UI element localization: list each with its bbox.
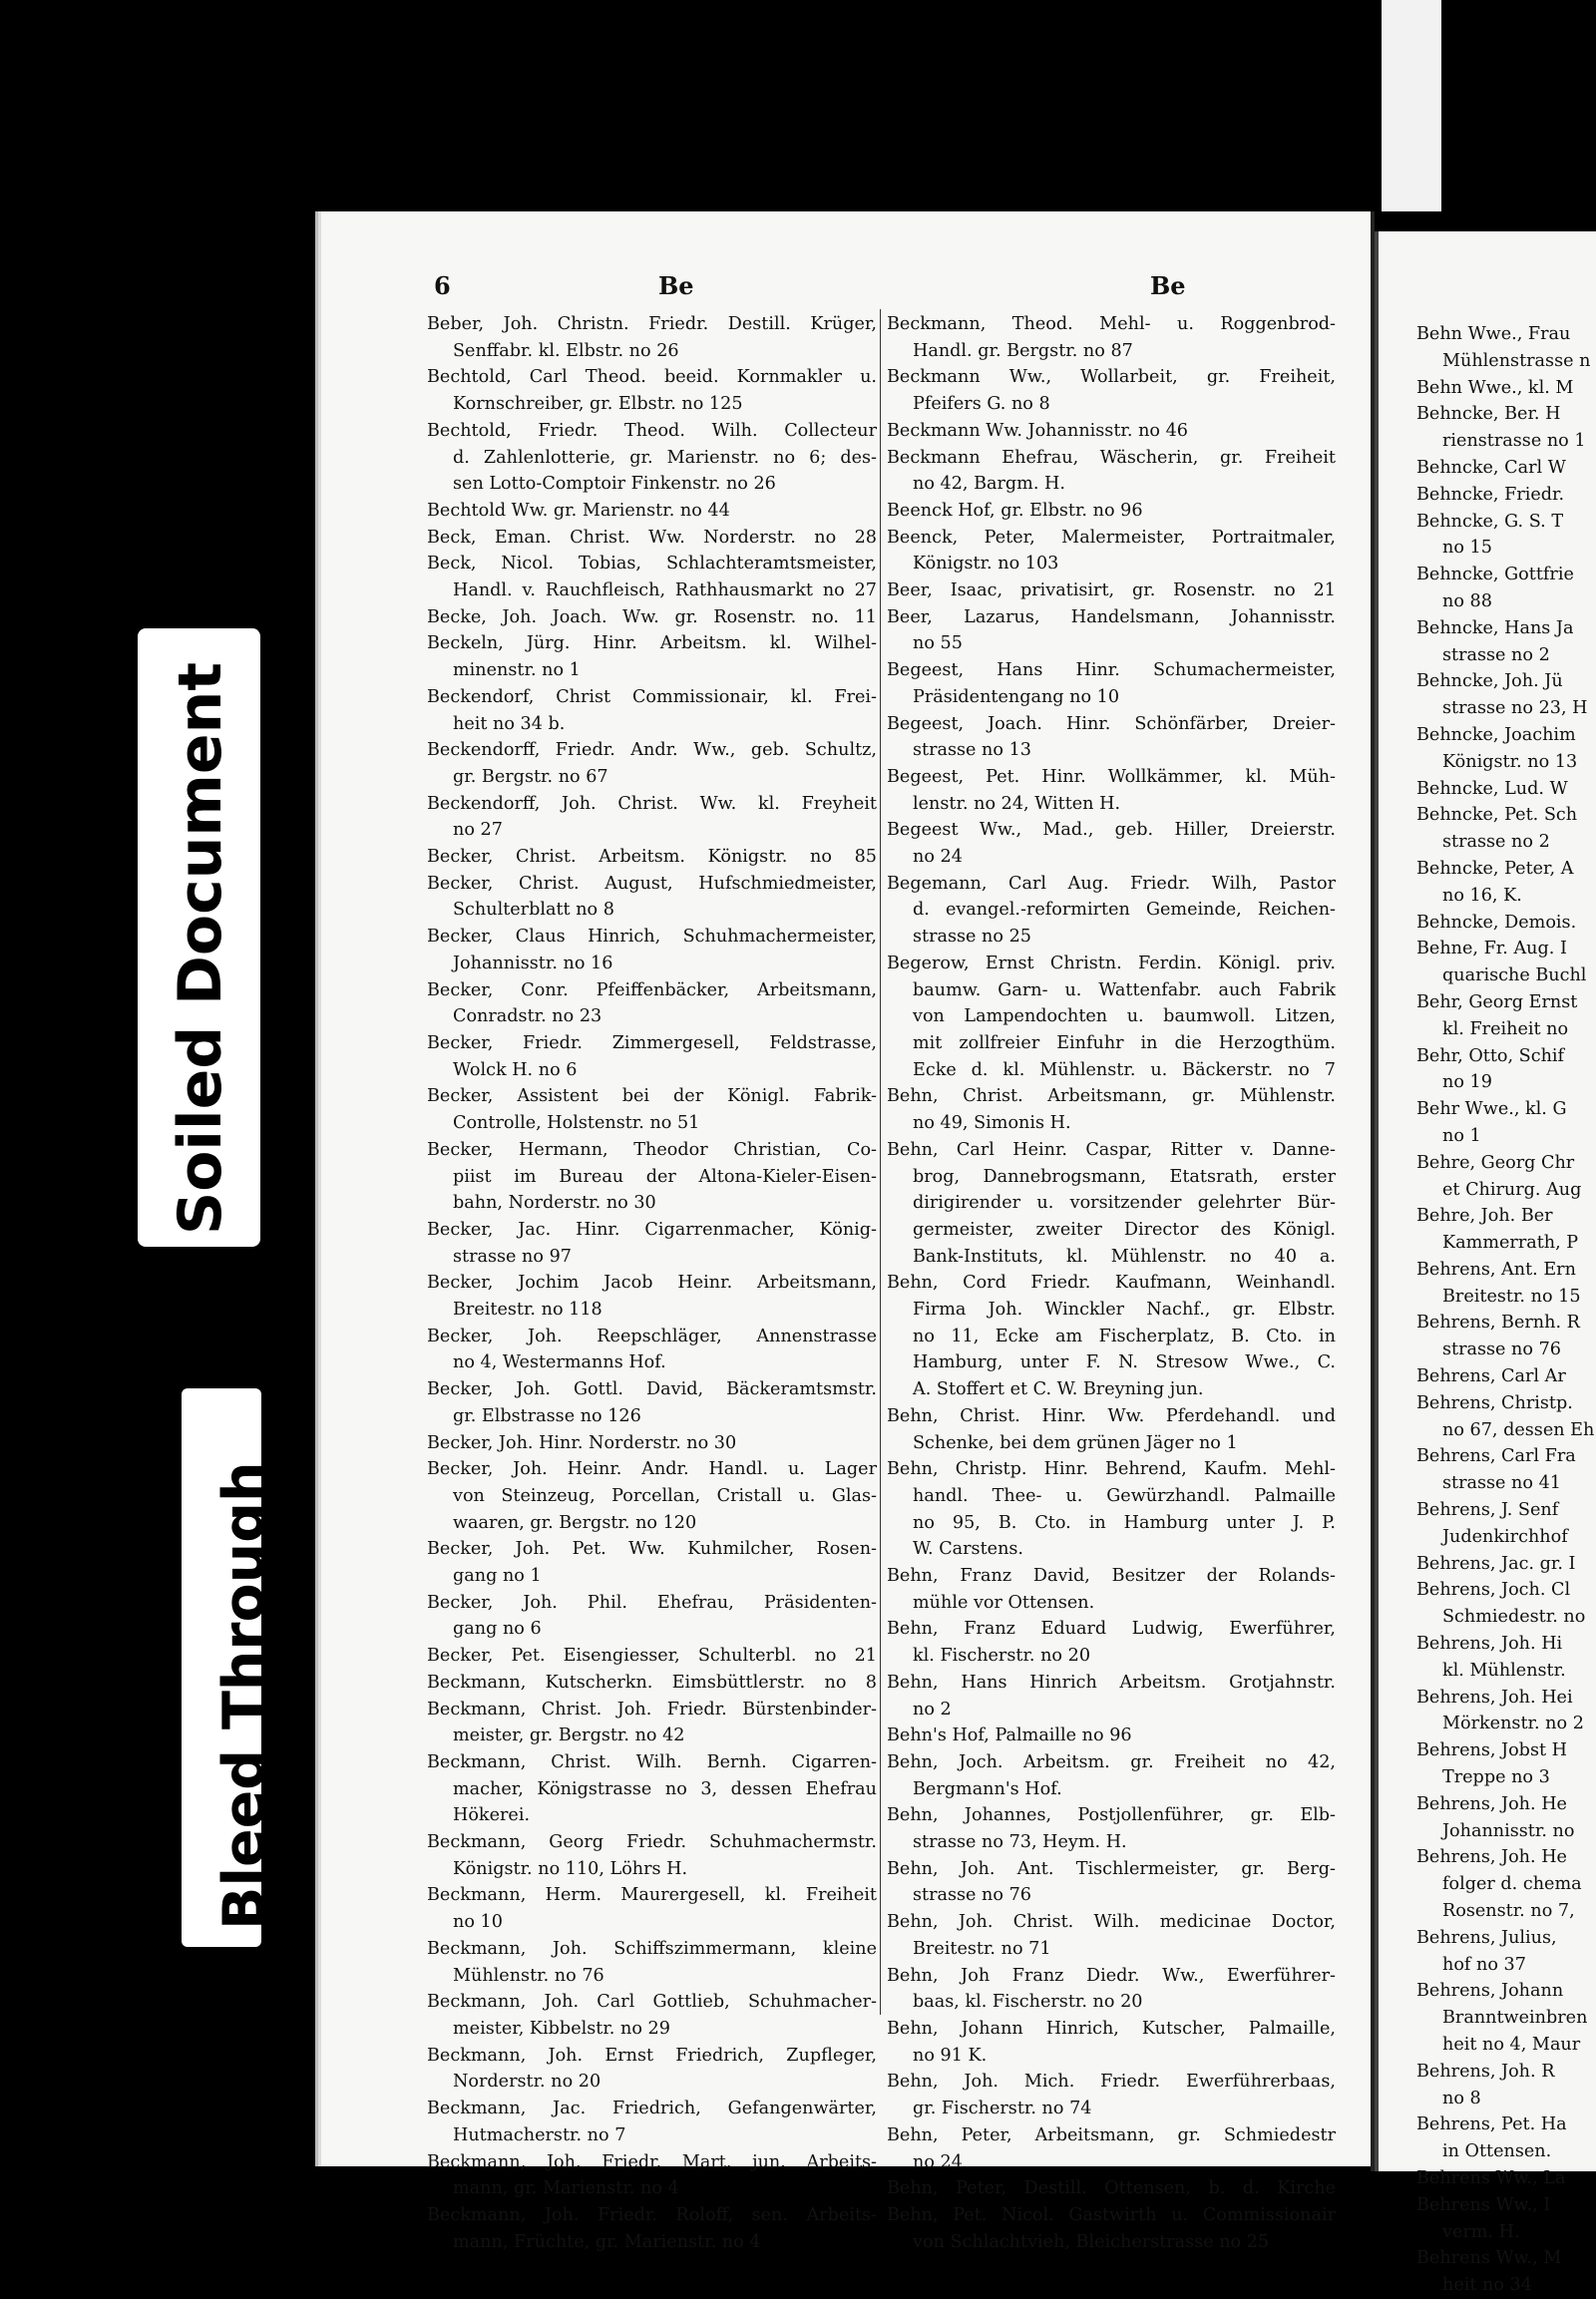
directory-line: Beckmann, Kutscherkn. Eimsbüttlerstr. no 8 <box>427 1672 877 1693</box>
directory-line: Beer, Isaac, privatisirt, gr. Rosenstr. no 21 <box>887 580 1336 601</box>
directory-line: Königstr. no 103 <box>913 554 1059 575</box>
directory-line: gr. Elbstrasse no 126 <box>453 1405 641 1426</box>
directory-line: Becker, Joh. Heinr. Andr. Handl. u. Lager <box>427 1459 877 1480</box>
directory-line: Behrens, Joh. He <box>1416 1847 1567 1868</box>
directory-line: no 91 K. <box>913 2045 988 2066</box>
directory-line: mann, gr. Marienstr. no 4 <box>453 2178 679 2199</box>
directory-line: Beckmann, Georg Friedr. Schuhmachermstr. <box>427 1832 877 1853</box>
directory-line: Königstr. no 110, Löhrs H. <box>453 1858 688 1879</box>
directory-line: no 15 <box>1442 538 1492 559</box>
directory-line: gr. Bergstr. no 67 <box>453 766 608 787</box>
directory-line: Behrens, Christp. <box>1416 1392 1573 1413</box>
directory-line: Hutmacherstr. no 7 <box>453 2124 626 2145</box>
directory-line: Hökerei. <box>453 1805 531 1826</box>
running-header-right: Be <box>1150 271 1186 300</box>
directory-line: bahn, Norderstr. no 30 <box>453 1193 656 1214</box>
directory-line: waaren, gr. Bergstr. no 120 <box>453 1512 697 1533</box>
directory-line: lenstr. no 24, Witten H. <box>913 793 1121 814</box>
directory-line: von Schlachtvieh, Bleicherstrasse no 25 <box>913 2231 1270 2252</box>
directory-line: Pfeifers G. no 8 <box>913 394 1050 415</box>
directory-line: no 24 <box>913 847 963 868</box>
directory-line: Becker, Conr. Pfeiffenbäcker, Arbeitsmann, <box>427 979 877 1000</box>
directory-line: heit no 34 b. <box>453 713 566 734</box>
directory-line: Bergmann's Hof. <box>913 1778 1062 1799</box>
directory-line: no 4, Westermanns Hof. <box>453 1352 666 1373</box>
entries-column-left <box>427 311 877 2255</box>
directory-line: Firma Joh. Winckler Nachf., gr. Elbstr. <box>913 1300 1336 1321</box>
directory-line: Beckmann, Theod. Mehl- u. Roggenbrod- <box>887 314 1336 334</box>
directory-line: von Lampendochten u. baumwoll. Litzen, <box>913 1006 1336 1027</box>
directory-line: baas, kl. Fischerstr. no 20 <box>913 1992 1143 2013</box>
directory-line: Behn, Christ. Arbeitsmann, gr. Mühlenstr. <box>887 1086 1336 1107</box>
directory-line: Bechtold, Carl Theod. beeid. Kornmakler u. <box>427 367 877 388</box>
directory-line: Behn, Hans Hinrich Arbeitsm. Grotjahnstr. <box>887 1672 1336 1693</box>
directory-line: Handl. gr. Bergstr. no 87 <box>913 340 1133 361</box>
directory-line: no 67, dessen Eh <box>1442 1419 1595 1440</box>
directory-line: Behncke, Lud. W <box>1416 778 1568 799</box>
adjacent-page-edge <box>1382 0 1441 211</box>
directory-line: Beckendorff, Friedr. Andr. Ww., geb. Schultz, <box>427 740 877 761</box>
directory-line: no 8 <box>1442 2088 1481 2108</box>
directory-line: Behn, Joch. Arbeitsm. gr. Freiheit no 42, <box>887 1751 1336 1772</box>
directory-line: Behncke, Ber. H <box>1416 404 1561 425</box>
directory-line: Mühlenstr. no 76 <box>453 1965 604 1986</box>
directory-line: Kornschreiber, gr. Elbstr. no 125 <box>453 394 743 415</box>
page-number: 6 <box>434 271 451 300</box>
directory-line: Johannisstr. no <box>1442 1820 1575 1841</box>
directory-line: Beckendorf, Christ Commissionair, kl. Frei- <box>427 686 877 707</box>
directory-line: no 88 <box>1442 590 1492 611</box>
directory-line: Beckmann Ww. Johannisstr. no 46 <box>887 420 1188 441</box>
directory-line: von Steinzeug, Porcellan, Cristall u. Glas- <box>453 1485 877 1506</box>
directory-line: Behrens, Joh. Hei <box>1416 1687 1573 1708</box>
directory-line: strasse no 76 <box>1442 1340 1561 1360</box>
directory-line: Schulterblatt no 8 <box>453 900 614 921</box>
directory-line: A. Stoffert et C. W. Breyning jun. <box>913 1379 1204 1400</box>
soiled-document-label: Soiled Document <box>166 661 235 1235</box>
directory-line: folger d. chema <box>1442 1874 1582 1895</box>
directory-line: Behrens, J. Senf <box>1416 1500 1559 1521</box>
directory-line: Behncke, G. S. T <box>1416 511 1564 532</box>
directory-line: Breitestr. no 118 <box>453 1300 602 1321</box>
directory-line: Hamburg, unter F. N. Stresow Wwe., C. <box>913 1352 1336 1373</box>
running-header-left: Be <box>658 271 694 300</box>
directory-line: strasse no 76 <box>913 1885 1031 1906</box>
directory-line: Becker, Joh. Reepschläger, Annenstrasse <box>427 1326 877 1346</box>
directory-line: heit no 34 <box>1442 2275 1532 2296</box>
directory-line: Becker, Christ. August, Hufschmiedmeister, <box>427 873 877 894</box>
directory-line: Beckmann, Joh. Friedr. Mart. jun. Arbeits- <box>427 2151 877 2172</box>
directory-line: Becker, Joh. Pet. Ww. Kuhmilcher, Rosen- <box>427 1539 877 1560</box>
entries-column-right <box>887 311 1336 2255</box>
directory-line: Becker, Hermann, Theodor Christian, Co- <box>427 1139 877 1160</box>
directory-line: Behn, Peter, Destill. Ottensen, b. d. Kirche <box>887 2178 1336 2199</box>
directory-line: Behrens, Ant. Ern <box>1416 1259 1576 1280</box>
directory-line: Beckmann, Herm. Maurergesell, kl. Freiheit <box>427 1885 877 1906</box>
directory-line: Bechtold Ww. gr. Marienstr. no 44 <box>427 500 730 521</box>
directory-line: no 2 <box>913 1699 952 1720</box>
directory-line: strasse no 2 <box>1442 644 1550 665</box>
directory-line: strasse no 23, H <box>1442 698 1588 719</box>
directory-line: Behrens Ww., I <box>1416 2194 1551 2215</box>
bleed-through-label: Bleed Through <box>211 1461 277 1930</box>
directory-line: Becke, Joh. Joach. Ww. gr. Rosenstr. no. 11 <box>427 606 877 627</box>
directory-line: Becker, Claus Hinrich, Schuhmachermeister, <box>427 927 877 948</box>
directory-line: Breitestr. no 71 <box>913 1938 1051 1959</box>
directory-line: Ecke d. kl. Mühlenstr. u. Bäckerstr. no 7 <box>913 1059 1336 1080</box>
directory-line: Beck, Eman. Christ. Ww. Norderstr. no 28 <box>427 527 877 548</box>
directory-line: Behn Wwe., Frau <box>1416 324 1571 344</box>
directory-line: Beck, Nicol. Tobias, Schlachteramtsmeister, <box>427 554 877 575</box>
directory-line: kl. Freiheit no <box>1442 1018 1569 1039</box>
directory-line: Behn, Franz Eduard Ludwig, Ewerführer, <box>887 1619 1336 1640</box>
facing-page-column <box>1416 321 1596 2299</box>
directory-line: Kammerrath, P <box>1442 1233 1579 1254</box>
directory-line: Behre, Georg Chr <box>1416 1152 1575 1173</box>
directory-line: Beckeln, Jürg. Hinr. Arbeitsm. kl. Wilhel- <box>427 633 877 654</box>
directory-line: Beenck, Peter, Malermeister, Portraitmaler, <box>887 527 1336 548</box>
directory-line: strasse no 73, Heym. H. <box>913 1832 1127 1853</box>
directory-line: brog, Dannebrogsmann, Etatsrath, erster <box>913 1166 1336 1187</box>
directory-line: strasse no 97 <box>453 1246 572 1267</box>
directory-line: Beber, Joh. Christn. Friedr. Destill. Krüger, <box>427 314 877 334</box>
directory-line: Rosenstr. no 7, <box>1442 1901 1575 1922</box>
directory-line: no 10 <box>453 1912 503 1933</box>
directory-line: minenstr. no 1 <box>453 660 581 681</box>
directory-line: Behrens, Pet. Ha <box>1416 2114 1567 2135</box>
directory-line: Behn, Pet. Nicol. Gastwirth u. Commissionair <box>887 2204 1336 2225</box>
directory-line: Becker, Friedr. Zimmergesell, Feldstrasse, <box>427 1032 877 1053</box>
directory-line: Breitestr. no 15 <box>1442 1286 1581 1307</box>
directory-line: strasse no 2 <box>1442 832 1550 853</box>
directory-line: Beckmann, Joh. Ernst Friedrich, Zupfleger, <box>427 2045 877 2066</box>
directory-line: Behrens, Carl Fra <box>1416 1446 1576 1467</box>
directory-line: Begeest, Hans Hinr. Schumachermeister, <box>887 660 1336 681</box>
directory-line: Branntweinbren <box>1442 2008 1588 2029</box>
directory-line: Beckmann, Joh. Carl Gottlieb, Schuhmacher- <box>427 1992 877 2013</box>
directory-line: Begeest, Joach. Hinr. Schönfärber, Dreier- <box>887 713 1336 734</box>
directory-line: Johannisstr. no 16 <box>453 953 613 973</box>
directory-line: gang no 1 <box>453 1566 542 1587</box>
directory-line: Schmiedestr. no <box>1442 1607 1586 1628</box>
directory-line: Behn, Joh. Ant. Tischlermeister, gr. Berg- <box>887 1858 1336 1879</box>
directory-line: Senffabr. kl. Elbstr. no 26 <box>453 340 679 361</box>
directory-line: Judenkirchhof <box>1442 1526 1568 1547</box>
directory-line: strasse no 13 <box>913 740 1031 761</box>
directory-line: Beer, Lazarus, Handelsmann, Johannisstr. <box>887 606 1336 627</box>
directory-line: Behrens, Bernh. R <box>1416 1313 1580 1334</box>
directory-line: sen Lotto-Comptoir Finkenstr. no 26 <box>453 474 776 495</box>
directory-line: Behn Wwe., kl. M <box>1416 377 1574 398</box>
directory-line: Beckendorff, Joh. Christ. Ww. kl. Freyheit <box>427 793 877 814</box>
directory-line: hof no 37 <box>1442 1954 1526 1975</box>
directory-line: Beckmann Ww., Wollarbeit, gr. Freiheit, <box>887 367 1336 388</box>
directory-line: Beckmann, Joh. Schiffszimmermann, kleine <box>427 1938 877 1959</box>
directory-line: Begeest, Pet. Hinr. Wollkämmer, kl. Müh- <box>887 766 1336 787</box>
directory-line: Mühlenstrasse n <box>1442 350 1591 371</box>
directory-line: no 49, Simonis H. <box>913 1113 1071 1134</box>
directory-line: Behncke, Friedr. <box>1416 484 1565 505</box>
directory-line: Beckmann, Joh. Friedr. Roloff, sen. Arbeits- <box>427 2204 877 2225</box>
directory-line: meister, gr. Bergstr. no 42 <box>453 1725 685 1746</box>
directory-line: no 27 <box>453 820 503 841</box>
directory-line: gr. Fischerstr. no 74 <box>913 2099 1092 2119</box>
directory-line: Becker, Joh. Phil. Ehefrau, Präsidenten- <box>427 1592 877 1613</box>
directory-line: Behn, Joh. Christ. Wilh. medicinae Doctor, <box>887 1912 1336 1933</box>
directory-line: Handl. v. Rauchfleisch, Rathhausmarkt no 27 <box>453 580 877 601</box>
directory-line: Becker, Joh. Hinr. Norderstr. no 30 <box>427 1432 737 1453</box>
directory-line: Behr, Otto, Schif <box>1416 1045 1565 1066</box>
directory-line: no 95, B. Cto. in Hamburg unter J. P. <box>913 1512 1336 1533</box>
directory-line: Behn, Peter, Arbeitsmann, gr. Schmiedestr <box>887 2124 1336 2145</box>
directory-line: Becker, Joh. Gottl. David, Bäckeramtsmstr. <box>427 1379 877 1400</box>
directory-line: Behncke, Joachim <box>1416 724 1576 745</box>
directory-line: Behrens Ww., La <box>1416 2167 1566 2188</box>
directory-line: Behre, Joh. Ber <box>1416 1206 1553 1227</box>
directory-line: Becker, Christ. Arbeitsm. Königstr. no 85 <box>427 847 877 868</box>
directory-line: kl. Fischerstr. no 20 <box>913 1646 1091 1667</box>
directory-line: Behn, Christ. Hinr. Ww. Pferdehandl. und <box>887 1405 1336 1426</box>
directory-line: Behn's Hof, Palmaille no 96 <box>887 1725 1132 1746</box>
directory-line: d. Zahlenlotterie, gr. Marienstr. no 6; des- <box>453 447 877 468</box>
directory-line: Behn, Carl Heinr. Caspar, Ritter v. Danne- <box>887 1139 1336 1160</box>
directory-line: Behne, Fr. Aug. I <box>1416 939 1567 959</box>
directory-line: strasse no 25 <box>913 927 1031 948</box>
directory-line: Beckmann, Christ. Wilh. Bernh. Cigarren- <box>427 1751 877 1772</box>
directory-line: mann, Früchte, gr. Marienstr. no 4 <box>453 2231 761 2252</box>
directory-line: rienstrasse no 1 <box>1442 431 1586 452</box>
directory-line: Präsidentengang no 10 <box>913 686 1120 707</box>
directory-line: W. Carstens. <box>913 1539 1024 1560</box>
directory-line: verm. H. <box>1442 2221 1520 2242</box>
directory-line: Behn, Johann Hinrich, Kutscher, Palmaille, <box>887 2019 1336 2039</box>
directory-line: Behncke, Gottfrie <box>1416 565 1574 585</box>
directory-line: Begemann, Carl Aug. Friedr. Wilh, Pastor <box>887 873 1336 894</box>
directory-line: mühle vor Ottensen. <box>913 1592 1095 1613</box>
directory-line: Behn, Joh Franz Diedr. Ww., Ewerführer- <box>887 1965 1336 1986</box>
directory-line: Behncke, Peter, A <box>1416 858 1574 879</box>
directory-line: no 1 <box>1442 1125 1481 1146</box>
directory-line: Behn, Cord Friedr. Kaufmann, Weinhandl. <box>887 1273 1336 1294</box>
directory-line: macher, Königstrasse no 3, dessen Ehefrau <box>453 1778 877 1799</box>
directory-line: baumw. Garn- u. Wattenfabr. auch Fabrik <box>913 979 1336 1000</box>
directory-line: Behncke, Carl W <box>1416 457 1566 478</box>
directory-line: Behn, Joh. Mich. Friedr. Ewerführerbaas, <box>887 2072 1336 2093</box>
directory-line: dirigirender u. vorsitzender gelehrter Bür- <box>913 1193 1336 1214</box>
directory-line: Königstr. no 13 <box>1442 751 1578 772</box>
directory-line: heit no 4, Maur <box>1442 2035 1581 2055</box>
directory-line: Wolck H. no 6 <box>453 1059 578 1080</box>
directory-line: Behrens, Joh. Hi <box>1416 1634 1563 1655</box>
directory-line: Behrens, Carl Ar <box>1416 1366 1566 1387</box>
directory-line: Behr, Georg Ernst <box>1416 991 1578 1012</box>
directory-line: Schenke, bei dem grünen Jäger no 1 <box>913 1432 1238 1453</box>
directory-line: germeister, zweiter Director des Königl. <box>913 1219 1336 1240</box>
directory-line: Controlle, Holstenstr. no 51 <box>453 1113 700 1134</box>
directory-line: handl. Thee- u. Gewürzhandl. Palmaille <box>913 1485 1336 1506</box>
directory-line: Beenck Hof, gr. Elbstr. no 96 <box>887 500 1143 521</box>
directory-line: Behrens, Julius, <box>1416 1927 1557 1948</box>
directory-line: no 19 <box>1442 1072 1492 1093</box>
directory-line: kl. Mühlenstr. <box>1442 1660 1566 1681</box>
directory-line: no 16, K. <box>1442 885 1522 906</box>
directory-line: Behrens, Jobst H <box>1416 1740 1567 1761</box>
directory-line: Beckmann Ehefrau, Wäscherin, gr. Freiheit <box>887 447 1336 468</box>
directory-line: Mörkenstr. no 2 <box>1442 1714 1584 1734</box>
directory-line: no 24 <box>913 2151 963 2172</box>
directory-line: no 11, Ecke am Fischerplatz, B. Cto. in <box>913 1326 1336 1346</box>
directory-line: gang no 6 <box>453 1619 542 1640</box>
directory-line: in Ottensen. <box>1442 2141 1552 2162</box>
directory-line: Begerow, Ernst Christn. Ferdin. Königl. priv. <box>887 953 1336 973</box>
directory-line: Behncke, Joh. Jü <box>1416 671 1563 692</box>
directory-line: Behrens, Joh. R <box>1416 2061 1555 2082</box>
directory-line: Behrens, Johann <box>1416 1981 1564 2002</box>
directory-line: Norderstr. no 20 <box>453 2072 601 2093</box>
directory-line: Begeest Ww., Mad., geb. Hiller, Dreierstr. <box>887 820 1336 841</box>
directory-line: no 55 <box>913 633 963 654</box>
directory-line: et Chirurg. Aug <box>1442 1179 1582 1200</box>
directory-line: Behrens, Joh. He <box>1416 1793 1567 1814</box>
directory-line: d. evangel.-reformirten Gemeinde, Reichen- <box>913 900 1336 921</box>
directory-line: Conradstr. no 23 <box>453 1006 602 1027</box>
column-divider <box>880 309 881 2015</box>
directory-line: Behncke, Hans Ja <box>1416 617 1574 638</box>
directory-line: Behrens, Jac. gr. I <box>1416 1553 1576 1574</box>
directory-line: Bechtold, Friedr. Theod. Wilh. Collecteur <box>427 420 877 441</box>
directory-line: Becker, Jac. Hinr. Cigarrenmacher, König- <box>427 1219 877 1240</box>
directory-line: Behncke, Demois. <box>1416 912 1577 933</box>
directory-line: Beckmann, Christ. Joh. Friedr. Bürstenbinder- <box>427 1699 877 1720</box>
directory-line: quarische Buchl <box>1442 965 1587 986</box>
directory-line: Behn, Christp. Hinr. Behrend, Kaufm. Mehl- <box>887 1459 1336 1480</box>
directory-line: mit zollfreier Einfuhr in die Herzogthüm. <box>913 1032 1336 1053</box>
directory-line: Behn, Franz David, Besitzer der Rolands- <box>887 1566 1336 1587</box>
directory-line: Becker, Pet. Eisengiesser, Schulterbl. no 21 <box>427 1646 877 1667</box>
directory-line: Becker, Assistent bei der Königl. Fabrik- <box>427 1086 877 1107</box>
directory-line: Behncke, Pet. Sch <box>1416 805 1578 826</box>
directory-line: Behrens, Joch. Cl <box>1416 1580 1571 1601</box>
directory-line: piist im Bureau der Altona-Kieler-Eisen- <box>453 1166 877 1187</box>
directory-line: Behrens Ww., M <box>1416 2248 1562 2269</box>
directory-line: Beckmann, Jac. Friedrich, Gefangenwärter, <box>427 2099 877 2119</box>
directory-line: Becker, Jochim Jacob Heinr. Arbeitsmann, <box>427 1273 877 1294</box>
directory-line: Behn, Johannes, Postjollenführer, gr. Elb- <box>887 1805 1336 1826</box>
directory-line: no 42, Bargm. H. <box>913 474 1065 495</box>
directory-line: meister, Kibbelstr. no 29 <box>453 2019 670 2039</box>
directory-line: strasse no 41 <box>1442 1473 1561 1494</box>
directory-line: Treppe no 3 <box>1442 1767 1550 1788</box>
directory-line: Behr Wwe., kl. G <box>1416 1099 1567 1120</box>
directory-line: Bank-Instituts, kl. Mühlenstr. no 40 a. <box>913 1246 1336 1267</box>
